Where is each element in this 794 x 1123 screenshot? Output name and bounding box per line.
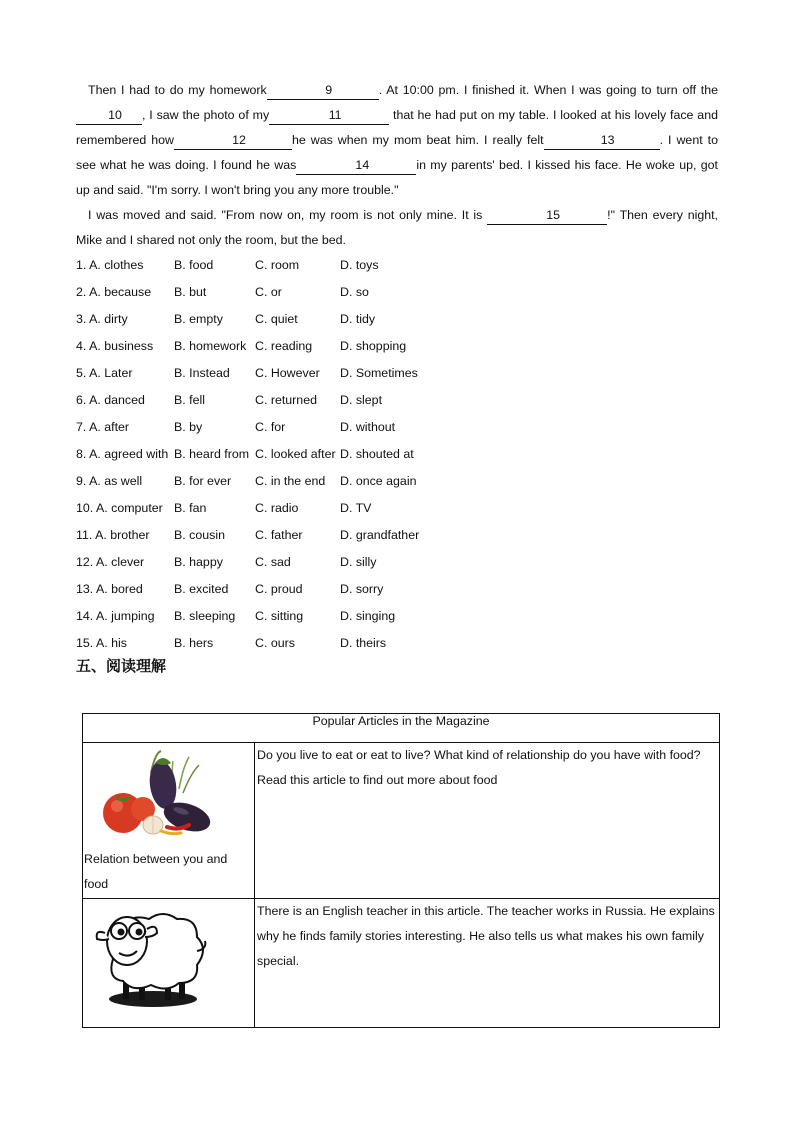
image-caption: Relation between you and food <box>84 852 228 891</box>
question-row <box>76 441 596 468</box>
question-row <box>76 630 596 657</box>
option-d: D. theirs <box>340 636 387 650</box>
option-b: B. hers <box>174 636 214 650</box>
option-d: D. without <box>340 420 396 434</box>
question-row <box>76 387 596 414</box>
image-cell <box>83 743 255 899</box>
option-d: D. grandfather <box>340 528 420 542</box>
question-row <box>76 279 596 306</box>
cloze-passage <box>76 78 718 253</box>
question-row <box>76 252 596 279</box>
option-d: D. toys <box>340 258 379 272</box>
option-c: C. reading <box>255 339 313 353</box>
question-row <box>76 306 596 333</box>
option-a: 13. A. bored <box>76 582 143 596</box>
option-c: C. father <box>255 528 303 542</box>
option-b: B. Instead <box>174 366 230 380</box>
option-c: C. looked after <box>255 447 336 461</box>
option-a: 7. A. after <box>76 420 130 434</box>
table-header-row <box>83 714 720 743</box>
question-row <box>76 414 596 441</box>
text-run: I was moved and said. "From now on, my room is not only mine. It is <box>88 208 488 222</box>
option-a: 14. A. jumping <box>76 609 155 623</box>
question-row <box>76 576 596 603</box>
question-options <box>76 252 596 657</box>
text-run: Then I had to do my homework <box>88 83 267 97</box>
text-run: . I went to see what he was doing. I found he was <box>76 133 718 172</box>
option-c: C. room <box>255 258 300 272</box>
question-row <box>76 522 596 549</box>
passage-paragraph-2 <box>76 203 718 253</box>
option-d: D. Sometimes <box>340 366 418 380</box>
text-run: that he had put on my table. I looked at his lovely face and remembered how <box>76 108 718 147</box>
article-description-cell <box>255 743 720 899</box>
option-a: 5. A. Later <box>76 366 133 380</box>
text-run: in my parents' bed. I kissed his face. He woke up, got up and said. "I'm sorry. I won't bring you any more trouble." <box>76 158 718 197</box>
option-b: B. empty <box>174 312 223 326</box>
option-b: B. excited <box>174 582 229 596</box>
option-a: 4. A. business <box>76 339 154 353</box>
option-a: 2. A. because <box>76 285 152 299</box>
option-b: B. fan <box>174 501 207 515</box>
option-d: D. sorry <box>340 582 384 596</box>
option-d: D. once again <box>340 474 417 488</box>
text-run: , I saw the photo of my <box>142 108 270 122</box>
option-b: B. fell <box>174 393 205 407</box>
option-c: C. returned <box>255 393 317 407</box>
blank-15: 15 <box>487 207 607 225</box>
blank-13: 13 <box>544 132 660 150</box>
question-row <box>76 549 596 576</box>
option-b: B. cousin <box>174 528 225 542</box>
text-run: he was when my mom beat him. I really felt <box>291 133 544 147</box>
option-d: D. shouted at <box>340 447 414 461</box>
section-title: 五、阅读理解 <box>76 657 167 675</box>
article-description-cell <box>255 899 720 1028</box>
image-cell <box>83 899 255 1028</box>
vegetables-illustration <box>83 743 254 843</box>
option-a: 10. A. computer <box>76 501 163 515</box>
option-b: B. sleeping <box>174 609 236 623</box>
option-b: B. happy <box>174 555 223 569</box>
option-b: B. homework <box>174 339 247 353</box>
table-row <box>83 743 720 899</box>
option-a: 15. A. his <box>76 636 127 650</box>
option-a: 1. A. clothes <box>76 258 144 272</box>
option-b: B. heard from <box>174 447 250 461</box>
option-c: C. ours <box>255 636 295 650</box>
question-row <box>76 333 596 360</box>
blank-12: 12 <box>174 132 292 150</box>
option-c: C. sad <box>255 555 291 569</box>
option-a: 3. A. dirty <box>76 312 128 326</box>
option-c: C. quiet <box>255 312 298 326</box>
option-c: C. or <box>255 285 282 299</box>
option-d: D. TV <box>340 501 372 515</box>
blank-11: 11 <box>269 107 389 125</box>
text-run: !" Then every night, Mike and I shared not only the room, but the bed. <box>76 208 719 247</box>
option-a: 9. A. as well <box>76 474 143 488</box>
question-row <box>76 468 596 495</box>
option-c: C. proud <box>255 582 303 596</box>
table-row <box>83 899 720 1028</box>
option-b: B. for ever <box>174 474 232 488</box>
blank-9: 9 <box>267 82 379 100</box>
blank-10: 10 <box>76 107 142 125</box>
option-d: D. silly <box>340 555 377 569</box>
question-row <box>76 603 596 630</box>
option-b: B. but <box>174 285 207 299</box>
blank-14: 14 <box>296 157 416 175</box>
option-d: D. singing <box>340 609 396 623</box>
option-d: D. slept <box>340 393 383 407</box>
passage-paragraph-1 <box>76 78 718 203</box>
option-a: 8. A. agreed with <box>76 447 169 461</box>
article-description: There is an English teacher in this article. The teacher works in Russia. He explains why he finds family stories interesting. He also tells us what makes his own family special. <box>257 904 715 968</box>
question-row <box>76 495 596 522</box>
table-heading: Popular Articles in the Magazine <box>83 714 720 743</box>
option-d: D. tidy <box>340 312 376 326</box>
magazine-table <box>82 713 720 1028</box>
option-a: 11. A. brother <box>76 528 150 542</box>
option-c: C. in the end <box>255 474 326 488</box>
question-row <box>76 360 596 387</box>
option-a: 6. A. danced <box>76 393 145 407</box>
option-c: C. However <box>255 366 320 380</box>
text-run: . At 10:00 pm. I finished it. When I was going to turn off the <box>378 83 719 97</box>
article-description: Do you live to eat or eat to live? What kind of relationship do you have with food? Read this article to find out more about food <box>257 748 701 787</box>
cartoon-sheep-illustration <box>83 899 254 1025</box>
option-c: C. for <box>255 420 286 434</box>
option-d: D. so <box>340 285 369 299</box>
option-c: C. radio <box>255 501 299 515</box>
option-a: 12. A. clever <box>76 555 145 569</box>
option-c: C. sitting <box>255 609 304 623</box>
option-b: B. food <box>174 258 214 272</box>
option-d: D. shopping <box>340 339 407 353</box>
option-b: B. by <box>174 420 203 434</box>
